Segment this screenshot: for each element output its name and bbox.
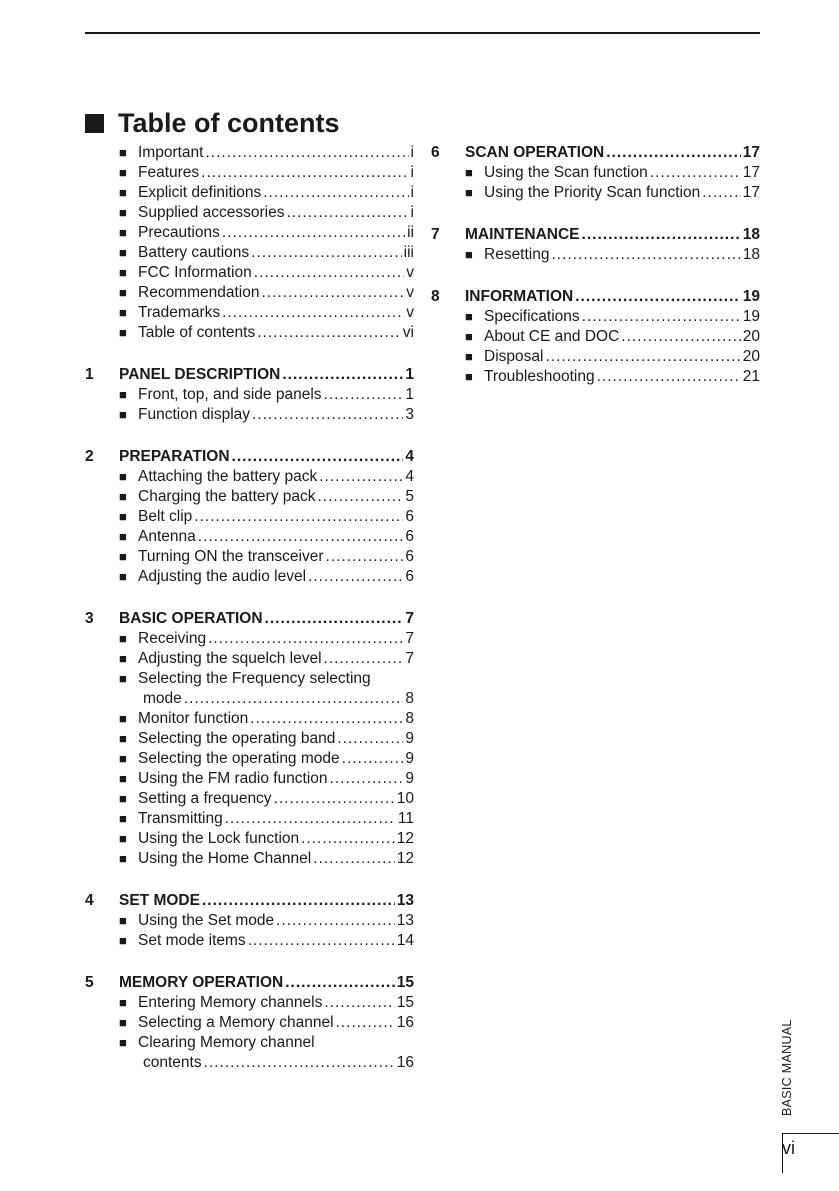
toc-entry-label: Turning ON the transceiver: [138, 548, 324, 565]
toc-entry[interactable]: [85, 1013, 414, 1033]
toc-entry[interactable]: [85, 223, 414, 243]
toc-entry-label: Set mode items: [138, 932, 246, 949]
square-bullet-icon: ■: [465, 329, 473, 344]
toc-chapter-heading[interactable]: [431, 287, 760, 307]
toc-entry[interactable]: [85, 829, 414, 849]
dot-leader: [225, 809, 396, 829]
square-bullet-icon: ■: [119, 995, 127, 1010]
square-bullet-icon: ■: [119, 751, 127, 766]
toc-entry[interactable]: [431, 327, 760, 347]
chapter-title: SCAN OPERATION: [465, 144, 605, 161]
toc-entry[interactable]: [431, 183, 760, 203]
toc-entry-page-number: 4: [405, 468, 414, 485]
toc-chapter: [85, 891, 414, 951]
toc-entry[interactable]: [85, 323, 414, 343]
square-bullet-icon: ■: [119, 165, 127, 180]
dot-leader: [261, 283, 404, 303]
toc-entry-page-number: 20: [742, 348, 760, 365]
dot-leader: [326, 547, 404, 567]
toc-entry[interactable]: [85, 1033, 414, 1053]
chapter-number: 8: [431, 288, 440, 305]
toc-entry-page-number: 17: [742, 184, 760, 201]
chapter-number: 2: [85, 448, 94, 465]
toc-entry-page-number: 12: [396, 850, 414, 867]
toc-entry-page-number: 3: [405, 406, 414, 423]
chapter-title: MEMORY OPERATION: [119, 974, 284, 991]
dot-leader: [274, 789, 395, 809]
square-bullet-icon: ■: [119, 771, 127, 786]
square-bullet-icon: ■: [119, 569, 127, 584]
toc-entry[interactable]: [85, 303, 414, 323]
toc-entry-page-number: 9: [405, 770, 414, 787]
chapter-page-number: 4: [405, 448, 414, 465]
toc-entry[interactable]: [85, 467, 414, 487]
toc-entry-label: Specifications: [484, 308, 580, 325]
dot-leader: [606, 143, 741, 163]
dot-leader: [265, 609, 404, 629]
toc-entry-label: Using the FM radio function: [138, 770, 328, 787]
dot-leader: [184, 689, 404, 709]
square-bullet-icon: ■: [119, 387, 127, 402]
toc-entry-label: Monitor function: [138, 710, 249, 727]
dot-leader: [204, 1053, 395, 1073]
toc-entry-label: Transmitting: [138, 810, 223, 827]
square-bullet-icon: ■: [465, 369, 473, 384]
toc-entry-page-number: 10: [396, 790, 414, 807]
toc-chapter: [431, 287, 760, 387]
toc-entry-label: Adjusting the audio level: [138, 568, 307, 585]
toc-entry-page-number: v: [406, 284, 414, 301]
toc-entry-page-number: i: [410, 184, 414, 201]
toc-entry[interactable]: [431, 163, 760, 183]
toc-entry-page-number: i: [410, 164, 414, 181]
toc-entry[interactable]: [85, 385, 414, 405]
square-bullet-icon: ■: [119, 811, 127, 826]
toc-entry-label: Entering Memory channels: [138, 994, 323, 1011]
toc-entry[interactable]: [431, 245, 760, 265]
toc-entry[interactable]: [85, 183, 414, 203]
toc-entry-page-number: 6: [405, 568, 414, 585]
toc-entry[interactable]: [85, 749, 414, 769]
chapter-page-number: 18: [742, 226, 760, 243]
toc-entry-label: Explicit definitions: [138, 184, 262, 201]
dot-leader: [286, 203, 408, 223]
dot-leader: [250, 709, 403, 729]
toc-entry[interactable]: [431, 367, 760, 387]
toc-entry[interactable]: [85, 849, 414, 869]
square-bullet-icon: ■: [465, 349, 473, 364]
chapter-page-number: 19: [742, 288, 760, 305]
dot-leader: [301, 829, 395, 849]
toc-right-column: [431, 143, 760, 409]
toc-entry-page-number: 8: [405, 710, 414, 727]
toc-entry-page-number: ii: [407, 224, 414, 241]
dot-leader: [198, 527, 404, 547]
chapter-number: 4: [85, 892, 94, 909]
toc-entry-label: Charging the battery pack: [138, 488, 316, 505]
toc-entry[interactable]: [85, 911, 414, 931]
toc-chapter: [431, 225, 760, 265]
toc-entry-page-number: 16: [396, 1054, 414, 1071]
toc-entry-label: Using the Lock function: [138, 830, 300, 847]
toc-entry-page-number: v: [406, 304, 414, 321]
dot-leader: [551, 245, 740, 265]
square-bullet-icon: ■: [119, 407, 127, 422]
toc-chapter: [431, 143, 760, 203]
dot-leader: [597, 367, 741, 387]
square-bullet-icon: ■: [119, 831, 127, 846]
chapter-page-number: 13: [396, 892, 414, 909]
toc-entry-label: Setting a frequency: [138, 790, 272, 807]
dot-leader: [318, 487, 404, 507]
chapter-number: 6: [431, 144, 440, 161]
toc-entry-page-number: 19: [742, 308, 760, 325]
chapter-title: MAINTENANCE: [465, 226, 580, 243]
side-section-label: BASIC MANUAL: [780, 1019, 794, 1116]
toc-chapter: [85, 143, 414, 343]
toc-entry[interactable]: [85, 709, 414, 729]
chapter-page-number: 1: [405, 366, 414, 383]
toc-entry-label: Receiving: [138, 630, 207, 647]
toc-entry[interactable]: [85, 629, 414, 649]
toc-entry[interactable]: [85, 993, 414, 1013]
dot-leader: [330, 769, 404, 789]
toc-entry-label: About CE and DOC: [484, 328, 620, 345]
dot-leader: [263, 183, 408, 203]
dot-leader: [319, 467, 403, 487]
toc-entry-page-number: 6: [405, 548, 414, 565]
footer-rule: [782, 1133, 839, 1134]
dot-leader: [222, 303, 404, 323]
square-bullet-icon: ■: [119, 791, 127, 806]
dot-leader: [324, 993, 394, 1013]
chapter-number: 1: [85, 366, 94, 383]
toc-chapter: [85, 973, 414, 1073]
square-bullet-icon: ■: [119, 185, 127, 200]
toc-entry[interactable]: [85, 547, 414, 567]
dot-leader: [575, 287, 741, 307]
toc-entry-page-number: i: [410, 144, 414, 161]
toc-entry-page-number: 6: [405, 528, 414, 545]
dot-leader: [545, 347, 740, 367]
toc-entry-page-number: 16: [396, 1014, 414, 1031]
dot-leader: [313, 849, 395, 869]
square-bullet-icon: ■: [119, 529, 127, 544]
toc-entry[interactable]: [85, 203, 414, 223]
square-bullet-icon: ■: [119, 671, 127, 686]
toc-entry-label: Troubleshooting: [484, 368, 595, 385]
toc-entry[interactable]: [85, 809, 414, 829]
dot-leader: [308, 567, 403, 587]
toc-entry-page-number: 17: [742, 164, 760, 181]
title-square-bullet-icon: [85, 114, 104, 133]
square-bullet-icon: ■: [119, 711, 127, 726]
toc-entry[interactable]: [85, 143, 414, 163]
toc-entry-page-number: vi: [402, 324, 414, 341]
square-bullet-icon: ■: [465, 165, 473, 180]
toc-chapter: [85, 365, 414, 425]
toc-entry-label: Important: [138, 144, 204, 161]
square-bullet-icon: ■: [119, 631, 127, 646]
toc-entry[interactable]: [431, 307, 760, 327]
toc-entry-page-number: 18: [742, 246, 760, 263]
toc-entry[interactable]: [85, 567, 414, 587]
dot-leader: [205, 143, 408, 163]
chapter-number: 7: [431, 226, 440, 243]
toc-chapter-heading[interactable]: [431, 225, 760, 245]
toc-entry[interactable]: [85, 243, 414, 263]
square-bullet-icon: ■: [465, 185, 473, 200]
toc-entry-page-number: 5: [405, 488, 414, 505]
chapter-title: PREPARATION: [119, 448, 230, 465]
toc-entry-label: Supplied accessories: [138, 204, 285, 221]
dot-leader: [194, 507, 403, 527]
toc-entry[interactable]: [85, 769, 414, 789]
dot-leader: [324, 649, 404, 669]
toc-entry[interactable]: [85, 405, 414, 425]
dot-leader: [276, 911, 395, 931]
toc-entry-page-number: 8: [405, 690, 414, 707]
toc-entry[interactable]: [85, 931, 414, 951]
chapter-number: 5: [85, 974, 94, 991]
toc-entry-page-number: 7: [405, 650, 414, 667]
toc-chapter-heading[interactable]: [85, 447, 414, 467]
toc-entry-label: Selecting the Frequency selecting: [138, 670, 371, 687]
toc-entry-label: Function display: [138, 406, 251, 423]
square-bullet-icon: ■: [119, 851, 127, 866]
square-bullet-icon: ■: [465, 247, 473, 262]
toc-chapter: [85, 609, 414, 869]
square-bullet-icon: ■: [119, 1015, 127, 1030]
toc-entry-label: Resetting: [484, 246, 550, 263]
page-title: [85, 106, 340, 140]
toc-chapter-heading[interactable]: [431, 143, 760, 163]
toc-entry-label: Using the Set mode: [138, 912, 275, 929]
toc-entry-continuation[interactable]: [85, 1053, 414, 1073]
dot-leader: [257, 323, 401, 343]
toc-entry-label: Battery cautions: [138, 244, 250, 261]
toc-entry-label: Front, top, and side panels: [138, 386, 322, 403]
page-title-text: Table of contents: [118, 108, 340, 138]
toc-entry-page-number: 20: [742, 328, 760, 345]
toc-entry-page-number: 13: [396, 912, 414, 929]
dot-leader: [251, 243, 402, 263]
toc-entry-label: Selecting a Memory channel: [138, 1014, 334, 1031]
toc-chapter-heading[interactable]: [85, 609, 414, 629]
toc-entry-label: Adjusting the squelch level: [138, 650, 322, 667]
dot-leader: [324, 385, 404, 405]
square-bullet-icon: ■: [119, 325, 127, 340]
square-bullet-icon: ■: [119, 265, 127, 280]
dot-leader: [336, 1013, 395, 1033]
toc-entry[interactable]: [85, 283, 414, 303]
toc-entry-label: Belt clip: [138, 508, 193, 525]
chapter-title: SET MODE: [119, 892, 200, 909]
page-number: vi: [782, 1138, 795, 1158]
toc-entry-label: Using the Priority Scan function: [484, 184, 701, 201]
dot-leader: [582, 307, 741, 327]
toc-entry[interactable]: [85, 649, 414, 669]
dot-leader: [201, 163, 408, 183]
toc-entry-label: Using the Home Channel: [138, 850, 312, 867]
toc-entry[interactable]: [431, 347, 760, 367]
toc-entry-page-number: i: [410, 204, 414, 221]
toc-chapter-heading[interactable]: [85, 973, 414, 993]
toc-entry-page-number: iii: [403, 244, 414, 261]
toc-entry-label-continued: mode: [143, 690, 182, 707]
toc-entry-page-number: 11: [397, 810, 414, 827]
dot-leader: [208, 629, 403, 649]
dot-leader: [202, 891, 395, 911]
dot-leader: [621, 327, 740, 347]
toc-entry-label: Trademarks: [138, 304, 221, 321]
toc-entry-label: Precautions: [138, 224, 220, 241]
chapter-page-number: 7: [405, 610, 414, 627]
dot-leader: [582, 225, 741, 245]
chapter-page-number: 17: [742, 144, 760, 161]
square-bullet-icon: ■: [465, 309, 473, 324]
toc-entry-page-number: 9: [405, 750, 414, 767]
square-bullet-icon: ■: [119, 469, 127, 484]
toc-entry[interactable]: [85, 487, 414, 507]
chapter-title: INFORMATION: [465, 288, 574, 305]
square-bullet-icon: ■: [119, 225, 127, 240]
toc-entry[interactable]: [85, 527, 414, 547]
toc-entry-page-number: 7: [405, 630, 414, 647]
toc-entry-label: Recommendation: [138, 284, 260, 301]
square-bullet-icon: ■: [119, 305, 127, 320]
square-bullet-icon: ■: [119, 933, 127, 948]
chapter-number: 3: [85, 610, 94, 627]
toc-entry-label-continued: contents: [143, 1054, 202, 1071]
toc-entry-label: Table of contents: [138, 324, 256, 341]
dot-leader: [702, 183, 741, 203]
chapter-title: BASIC OPERATION: [119, 610, 263, 627]
square-bullet-icon: ■: [119, 913, 127, 928]
toc-entry-continuation[interactable]: [85, 689, 414, 709]
square-bullet-icon: ■: [119, 549, 127, 564]
toc-entry-label: Selecting the operating band: [138, 730, 336, 747]
dot-leader: [252, 405, 403, 425]
dot-leader: [285, 973, 395, 993]
square-bullet-icon: ■: [119, 489, 127, 504]
toc-entry-page-number: 9: [405, 730, 414, 747]
chapter-page-number: 15: [396, 974, 414, 991]
toc-chapter-heading[interactable]: [85, 891, 414, 911]
square-bullet-icon: ■: [119, 285, 127, 300]
toc-entry-page-number: 15: [396, 994, 414, 1011]
toc-entry[interactable]: [85, 729, 414, 749]
square-bullet-icon: ■: [119, 205, 127, 220]
dot-leader: [254, 263, 405, 283]
toc-entry-label: Disposal: [484, 348, 544, 365]
dot-leader: [222, 223, 405, 243]
toc-entry-page-number: 6: [405, 508, 414, 525]
toc-left-column: [85, 143, 414, 1095]
dot-leader: [232, 447, 404, 467]
toc-entry-page-number: v: [406, 264, 414, 281]
toc-entry-label: Using the Scan function: [484, 164, 648, 181]
dot-leader: [650, 163, 741, 183]
square-bullet-icon: ■: [119, 145, 127, 160]
toc-chapter: [85, 447, 414, 587]
square-bullet-icon: ■: [119, 731, 127, 746]
toc-chapter-heading[interactable]: [85, 365, 414, 385]
toc-entry-label: Attaching the battery pack: [138, 468, 318, 485]
square-bullet-icon: ■: [119, 245, 127, 260]
toc-entry-page-number: 21: [742, 368, 760, 385]
square-bullet-icon: ■: [119, 509, 127, 524]
toc-entry-page-number: 14: [396, 932, 414, 949]
toc-entry-label: Selecting the operating mode: [138, 750, 340, 767]
top-rule: [85, 32, 760, 34]
chapter-title: PANEL DESCRIPTION: [119, 366, 281, 383]
toc-entry-label: Features: [138, 164, 200, 181]
dot-leader: [337, 729, 403, 749]
toc-entry-page-number: 1: [405, 386, 414, 403]
square-bullet-icon: ■: [119, 651, 127, 666]
toc-entry-label: FCC Information: [138, 264, 252, 281]
dot-leader: [282, 365, 403, 385]
toc-entry[interactable]: [85, 263, 414, 283]
square-bullet-icon: ■: [119, 1035, 127, 1050]
toc-entry-label: Antenna: [138, 528, 196, 545]
dot-leader: [248, 931, 395, 951]
toc-entry[interactable]: [85, 789, 414, 809]
toc-entry[interactable]: [85, 507, 414, 527]
toc-entry[interactable]: [85, 669, 414, 689]
toc-entry[interactable]: [85, 163, 414, 183]
dot-leader: [342, 749, 404, 769]
toc-entry-page-number: 12: [396, 830, 414, 847]
toc-entry-label: Clearing Memory channel: [138, 1034, 315, 1051]
